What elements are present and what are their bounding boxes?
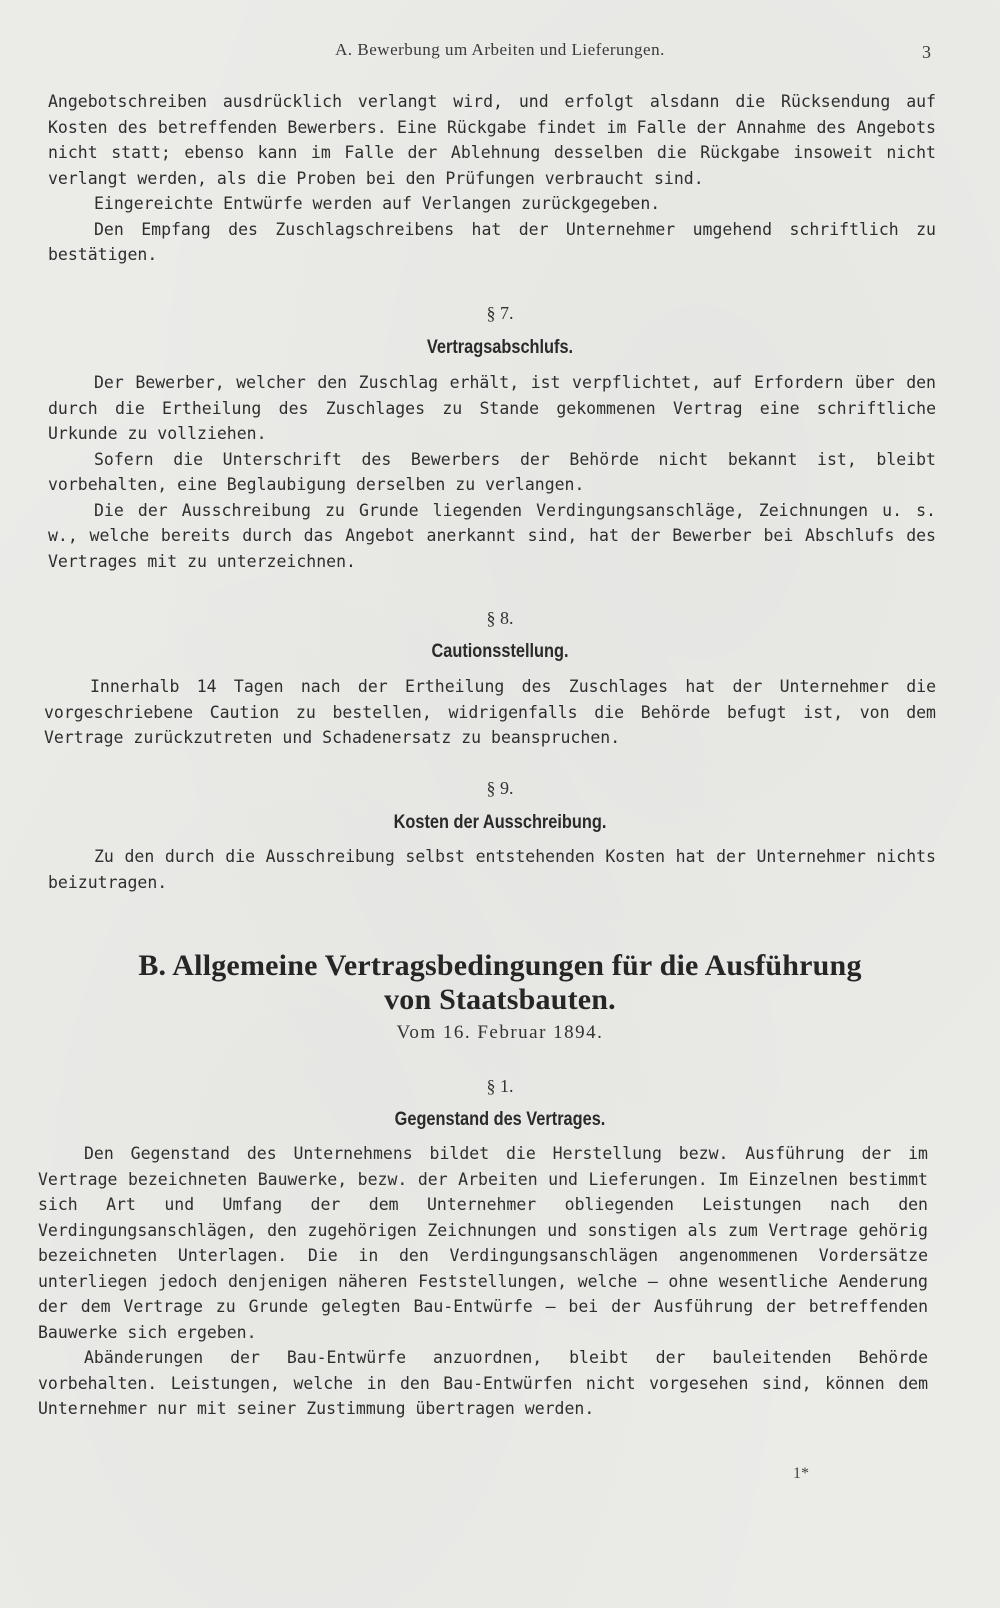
section-9-heading: Kosten der Ausschreibung.	[393, 812, 607, 833]
section-8-sign: § 8.	[486, 608, 514, 628]
section-b1-sign: § 1.	[486, 1076, 514, 1096]
paragraph: Den Gegenstand des Unternehmens bildet die Herstellung bezw. Ausführung der im Vertrage bezeichneten Bauwerke, bezw. der Arbeiten und Lieferungen. Im Einzelnen bestimmt sich Art und Umfang der dem Unternehmer obliegenden Leistungen nach den Verdingungsanschlägen, den zugehörigen Zeichnungen und sonstigen als zum Vertrage gehörig bezeichneten Unterlagen. Die in den Verdingungsanschlägen angenommenen Vordersätze unterliegen jedoch denjenigen näheren Feststellungen, welche — ohne wesentliche Aenderung der dem Vertrage zu Grunde gelegten Bau-Entwürfe — bei der Ausführung der betreffenden Bauwerke sich ergeben.	[38, 1144, 928, 1342]
part-b-date: Vom 16. Februar 1894.	[396, 1022, 604, 1043]
section-8-heading: Cautionsstellung.	[431, 641, 569, 662]
part-b-title-line-2: von Staatsbauten.	[384, 983, 616, 1016]
paragraph: Zu den durch die Ausschreibung selbst entstehenden Kosten hat der Unternehmer nichts beizutragen.	[48, 847, 936, 892]
section-b1-heading: Gegenstand des Vertrages.	[394, 1109, 606, 1130]
paragraph: Innerhalb 14 Tagen nach der Ertheilung des Zuschlages hat der Unternehmer die vorgeschriebene Caution zu bestellen, widrigenfalls die Behörde befugt ist, von dem Vertrage zurückzutreten und Schadenersatz zu beanspruchen.	[44, 677, 936, 747]
paragraph: Die der Ausschreibung zu Grunde liegenden Verdingungsanschläge, Zeichnungen u. s. w., welche bereits durch das Angebot anerkannt sind, hat der Bewerber bei Abschlufs des Vertrages mit zu unterzeichnen.	[48, 500, 936, 571]
paragraph: Der Bewerber, welcher den Zuschlag erhält, ist verpflichtet, auf Erfordern über den durch die Ertheilung des Zuschlages zu Stande gekommenen Vertrag eine schriftliche Urkunde zu vollziehen.	[48, 373, 936, 443]
section-9-body	[48, 844, 936, 895]
section-9-sign: § 9.	[486, 778, 514, 798]
section-b1-body	[38, 1141, 928, 1422]
section-7-body	[48, 370, 936, 574]
section-8-body	[44, 674, 936, 751]
paragraph: Eingereichte Entwürfe werden auf Verlangen zurückgegeben.	[94, 194, 661, 213]
paragraph: Den Empfang des Zuschlagschreibens hat der Unternehmer umgehend schriftlich zu bestätigen.	[48, 219, 936, 264]
section-6-continued	[48, 89, 936, 268]
paragraph: Abänderungen der Bau-Entwürfe anzuordnen, bleibt der bauleitenden Behörde vorbehalten. Leistungen, welche in den Bau-Entwürfen nicht vorgesehen sind, können dem Unternehmer nur mit seiner Zustimmung übertragen werden.	[38, 1348, 928, 1418]
running-head: A. Bewerbung um Arbeiten und Lieferungen.	[335, 40, 665, 59]
section-7-heading: Vertragsabschlufs.	[426, 337, 574, 358]
part-b-title-line-1: B. Allgemeine Vertragsbedingungen für die Ausführung	[138, 949, 862, 982]
signature-mark: 1*	[793, 1465, 809, 1482]
page-number: 3	[922, 42, 931, 62]
paragraph: Angebotschreiben ausdrücklich verlangt wird, und erfolgt alsdann die Rücksendung auf Kosten des betreffenden Bewerbers. Eine Rückgabe findet im Falle der Annahme des Angebots nicht statt; ebenso kann im Falle der Ablehnung desselben die Rückgabe insoweit nicht verlangt werden, als die Proben bei den Prüfungen verbraucht sind.	[48, 92, 936, 188]
paragraph: Sofern die Unterschrift des Bewerbers der Behörde nicht bekannt ist, bleibt vorbehalten, eine Beglaubigung derselben zu verlangen.	[48, 449, 936, 494]
section-7-sign: § 7.	[486, 303, 514, 323]
